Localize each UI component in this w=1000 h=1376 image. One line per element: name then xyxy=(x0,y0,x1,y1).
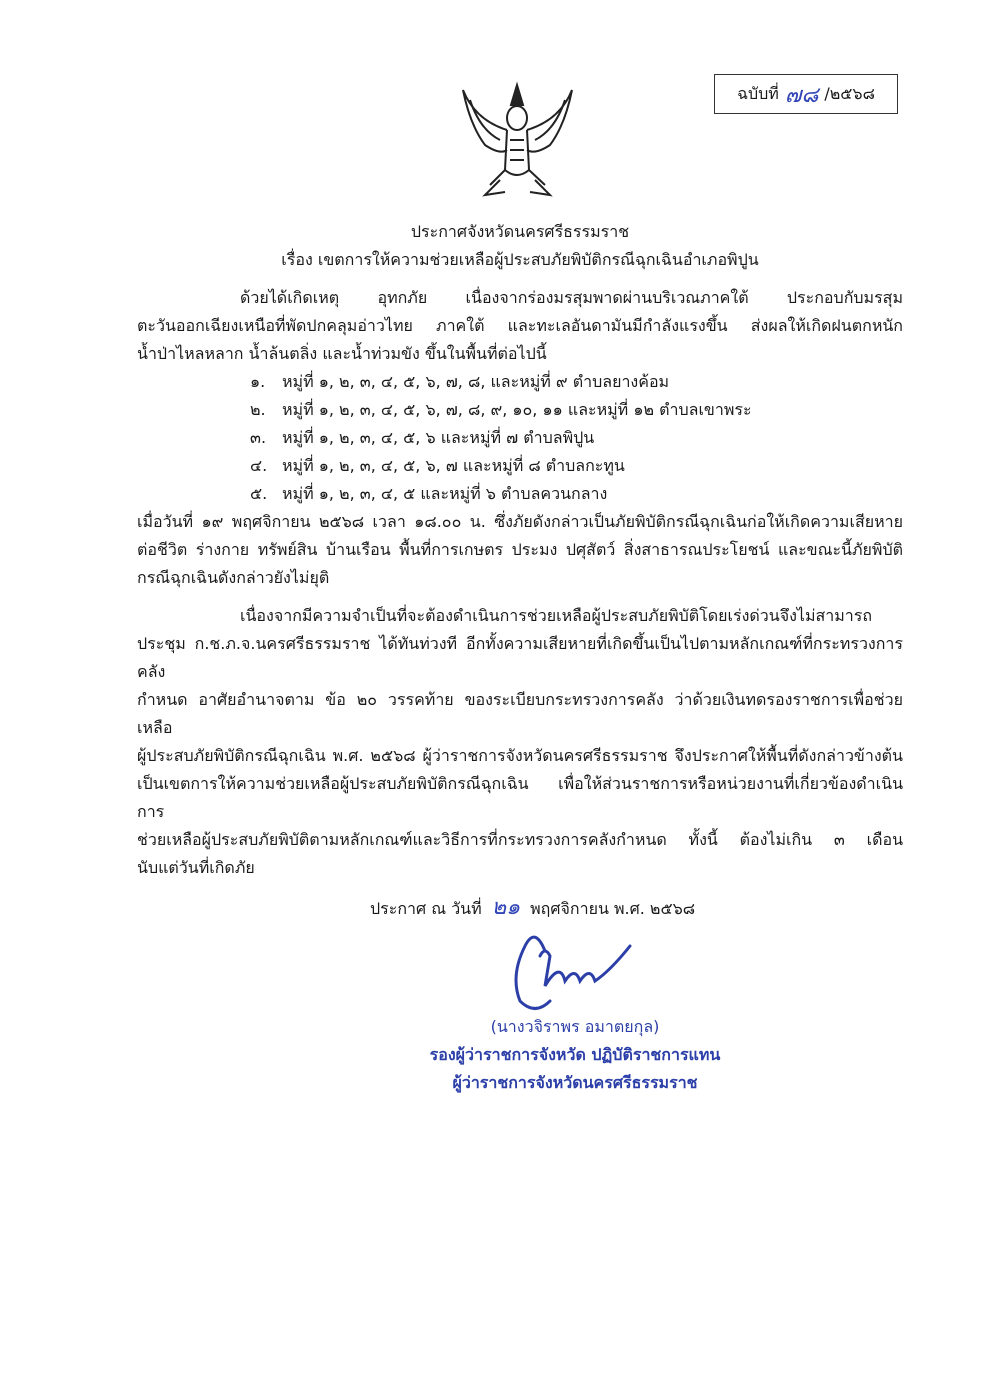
list-item-number: ๓. xyxy=(250,428,267,447)
paragraph-line: เป็นเขตการให้ความช่วยเหลือผู้ประสบภัยพิบัติกรณีฉุกเฉิน เพื่อให้ส่วนราชการหรือหน่วยงานที่เกี่ยวข้องดำเนินการ xyxy=(137,774,903,821)
list-item-number: ๔. xyxy=(250,456,268,475)
date-suffix: พฤศจิกายน พ.ศ. ๒๕๖๘ xyxy=(530,899,696,918)
paragraph-line: เนื่องจากมีความจำเป็นที่จะต้องดำเนินการช่วยเหลือผู้ประสบภัยพิบัติโดยเร่งด่วนจึงไม่สามารถ xyxy=(240,606,873,625)
handwritten-signature-icon xyxy=(505,931,635,1016)
number-label: ฉบับที่ xyxy=(737,83,779,103)
list-item xyxy=(137,424,903,452)
signatory-position: รองผู้ว่าราชการจังหวัด ปฏิบัติราชการแทน xyxy=(429,1045,721,1064)
signature-area xyxy=(137,923,903,1013)
handwritten-number: ๗๘ xyxy=(784,82,819,108)
document-number-box xyxy=(714,74,898,114)
list-item xyxy=(137,480,903,508)
list-item-number: ๒. xyxy=(250,400,266,419)
paragraph-line: ช่วยเหลือผู้ประสบภัยพิบัติตามหลักเกณฑ์และวิธีการที่กระทรวงการคลังกำหนด ทั้งนี้ ต้องไม่เกิน ๓ เดือน xyxy=(137,830,903,849)
list-item-number: ๑. xyxy=(250,372,266,391)
paragraph-line: กรณีฉุกเฉินดังกล่าวยังไม่ยุติ xyxy=(137,568,330,587)
date-prefix: ประกาศ ณ วันที่ xyxy=(370,899,482,918)
list-item xyxy=(137,368,903,396)
paragraph-line: ประชุม ก.ช.ภ.จ.นครศรีธรรมราช ได้ทันท่วงที อีกทั้งความเสียหายที่เกิดขึ้นเป็นไปตามหลักเกณฑ์ที่กระทรวงการคลัง xyxy=(137,634,903,681)
paragraph-line: ด้วยได้เกิดเหตุ อุทกภัย เนื่องจากร่องมรสุมพาดผ่านบริเวณภาคใต้ ประกอบกับมรสุม xyxy=(240,288,903,307)
list-item xyxy=(137,396,903,424)
handwritten-day: ๒๑ xyxy=(491,895,521,920)
signatory-name: (นางวจิราพร อมาตยกุล) xyxy=(490,1017,660,1036)
affected-area-list xyxy=(137,368,903,508)
page-title: ประกาศจังหวัดนครศรีธรรมราช xyxy=(410,222,630,241)
list-item-text: หมู่ที่ ๑, ๒, ๓, ๔, ๕ และหมู่ที่ ๖ ตำบลควนกลาง xyxy=(282,484,608,503)
paragraph-line: น้ำป่าไหลหลาก น้ำล้นตลิ่ง และน้ำท่วมขัง ขึ้นในพื้นที่ต่อไปนี้ xyxy=(137,344,547,363)
paragraph-line: กำหนด อาศัยอำนาจตาม ข้อ ๒๐ วรรคท้าย ของระเบียบกระทรวงการคลัง ว่าด้วยเงินทดรองราชการเพื่อช่วยเหลือ xyxy=(137,690,903,737)
paragraph-line: เมื่อวันที่ ๑๙ พฤศจิกายน ๒๕๖๘ เวลา ๑๘.๐๐ น. ซึ่งภัยดังกล่าวเป็นภัยพิบัติกรณีฉุกเฉินก่อให้เกิดความเสียหาย xyxy=(137,512,903,531)
list-item-text: หมู่ที่ ๑, ๒, ๓, ๔, ๕, ๖, ๗, ๘, ๙, ๑๐, ๑๑ และหมู่ที่ ๑๒ ตำบลเขาพระ xyxy=(282,400,752,419)
announcement-date xyxy=(137,894,903,923)
list-item-number: ๕. xyxy=(250,484,268,503)
subject-line: เรื่อง เขตการให้ความช่วยเหลือผู้ประสบภัยพิบัติกรณีฉุกเฉินอำเภอพิปูน xyxy=(281,250,759,269)
signatory-position: ผู้ว่าราชการจังหวัดนครศรีธรรมราช xyxy=(452,1073,698,1092)
paragraph-line: ผู้ประสบภัยพิบัติกรณีฉุกเฉิน พ.ศ. ๒๕๖๘ ผู้ว่าราชการจังหวัดนครศรีธรรมราช จึงประกาศให้พื้นที่ดังกล่าวข้างต้น xyxy=(137,746,903,765)
list-item-text: หมู่ที่ ๑, ๒, ๓, ๔, ๕, ๖, ๗, ๘, และหมู่ที่ ๙ ตำบลยางค้อม xyxy=(282,372,670,391)
paragraph-line: นับแต่วันที่เกิดภัย xyxy=(137,858,255,877)
document-header-area xyxy=(0,0,1000,218)
paragraph-line: ต่อชีวิต ร่างกาย ทรัพย์สิน บ้านเรือน พื้นที่การเกษตร ประมง ปศุสัตว์ สิ่งสาธารณประโยชน์ และขณะนี้ภัยพิบัติ xyxy=(137,540,903,559)
list-item-text: หมู่ที่ ๑, ๒, ๓, ๔, ๕, ๖ และหมู่ที่ ๗ ตำบลพิปูน xyxy=(282,428,595,447)
list-item-text: หมู่ที่ ๑, ๒, ๓, ๔, ๕, ๖, ๗ และหมู่ที่ ๘ ตำบลกะทูน xyxy=(282,456,625,475)
number-year: /๒๕๖๘ xyxy=(824,83,875,103)
paragraph-line: ตะวันออกเฉียงเหนือที่พัดปกคลุมอ่าวไทย ภาคใต้ และทะเลอันดามันมีกำลังแรงขึ้น ส่งผลให้เกิดฝนตกหนัก xyxy=(137,316,903,335)
garuda-emblem-icon xyxy=(455,80,580,200)
list-item xyxy=(137,452,903,480)
